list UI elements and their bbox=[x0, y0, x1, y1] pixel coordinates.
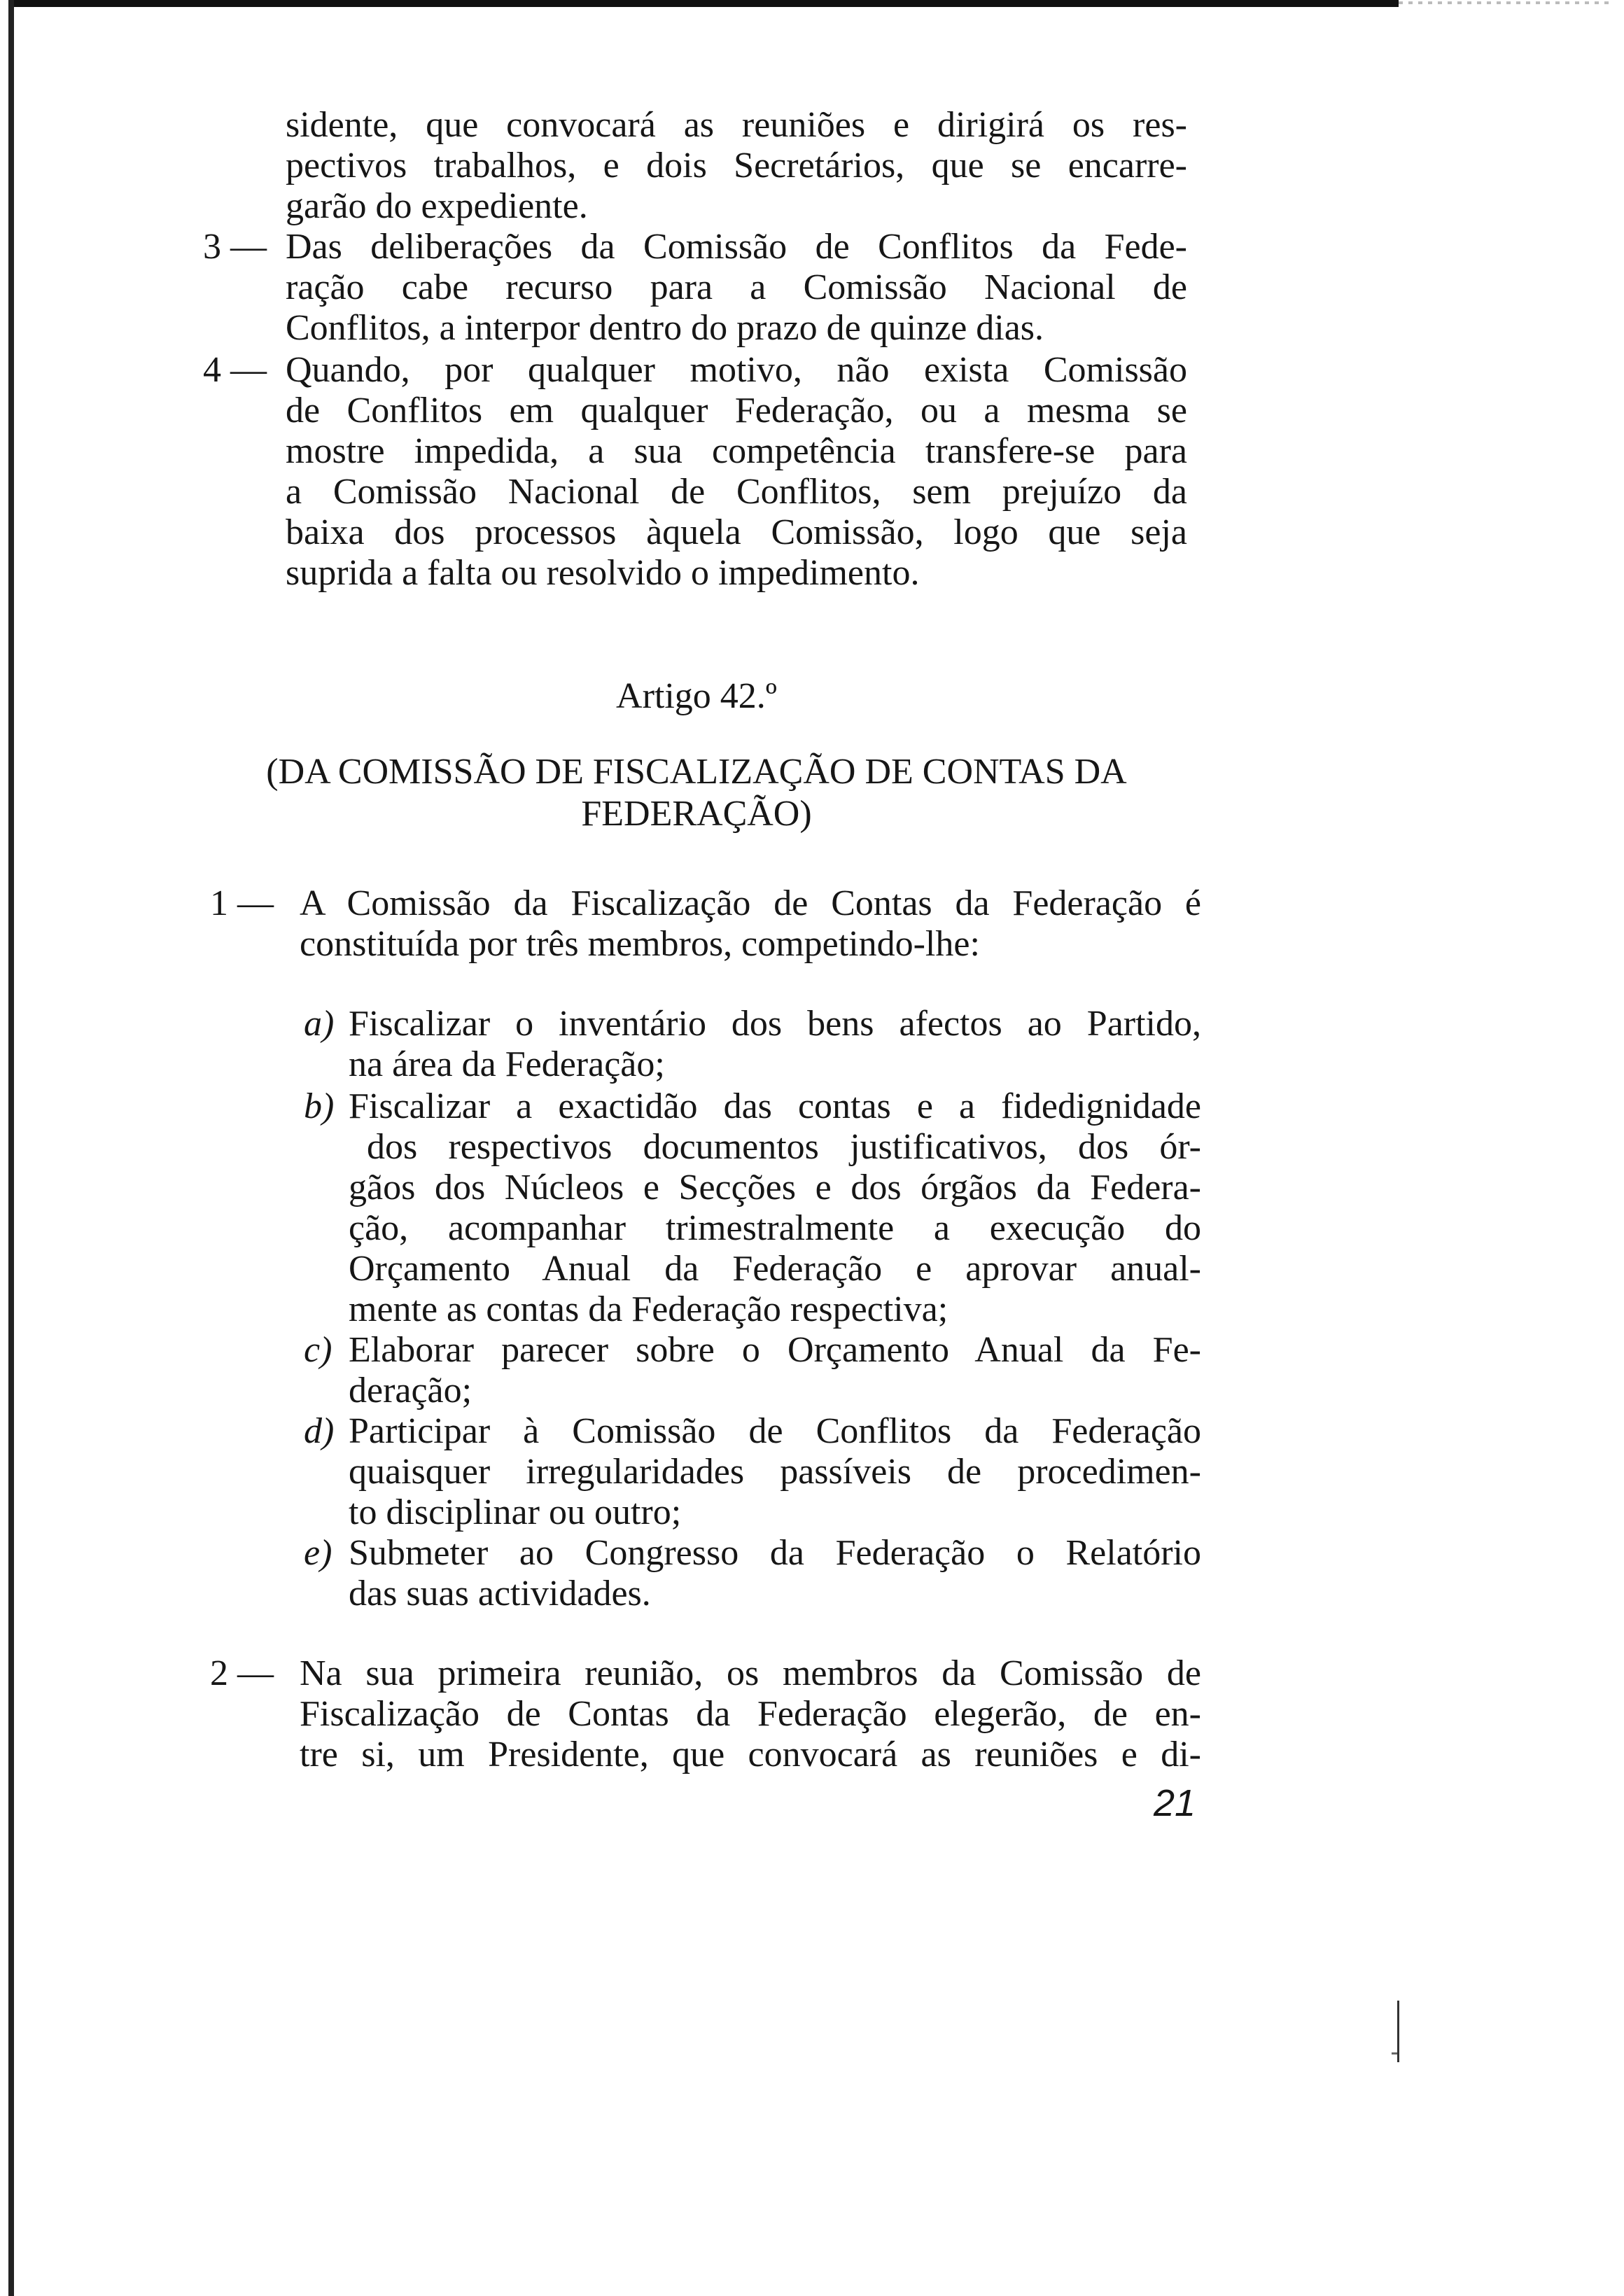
subitem-b-paragraph bbox=[349, 1086, 1201, 1330]
subitem-c-paragraph bbox=[349, 1330, 1201, 1411]
item-number: 3 — bbox=[203, 227, 267, 267]
article-heading-line-2: FEDERAÇÃO) bbox=[581, 794, 812, 834]
text-line: de Conflitos em qualquer Federação, ou a mesma se bbox=[286, 391, 1187, 430]
text-line: Conflitos, a interpor dentro do prazo de quinze dias. bbox=[286, 308, 1044, 348]
scan-edge-top bbox=[13, 0, 1399, 7]
text-line: deração; bbox=[349, 1371, 472, 1410]
text-line: na área da Federação; bbox=[349, 1044, 665, 1084]
text-line: suprida a falta ou resolvido o impedimento. bbox=[286, 553, 920, 593]
item-3-paragraph bbox=[286, 227, 1187, 349]
text-line: A Comissão da Fiscalização de Contas da Federação é bbox=[300, 883, 1201, 923]
item-number: 4 — bbox=[203, 350, 267, 390]
article-title: Artigo 42.º bbox=[616, 676, 777, 716]
text-line: mostre impedida, a sua competência transfere-se para bbox=[286, 431, 1187, 471]
text-line: Fiscalização de Contas da Federação elegerão, de en- bbox=[300, 1694, 1201, 1734]
text-line: Orçamento Anual da Federação e aprovar anual- bbox=[349, 1249, 1201, 1289]
scan-edge-left bbox=[8, 0, 14, 2296]
text-line: sidente, que convocará as reuniões e dirigirá os res- bbox=[286, 105, 1187, 145]
text-line: Submeter ao Congresso da Federação o Relatório bbox=[349, 1533, 1201, 1573]
text-line: quaisquer irregularidades passíveis de procedimen- bbox=[349, 1452, 1201, 1492]
intro-paragraph bbox=[286, 105, 1187, 227]
text-line: baixa dos processos àquela Comissão, logo que seja bbox=[286, 512, 1187, 552]
item-4-paragraph bbox=[286, 350, 1187, 594]
scan-edge-top-faint bbox=[1399, 1, 1609, 4]
subitem-letter: e) bbox=[304, 1533, 332, 1573]
item-2-paragraph bbox=[300, 1653, 1201, 1775]
subitem-a-paragraph bbox=[349, 1004, 1201, 1085]
text-line: Fiscalizar o inventário dos bens afectos ao Partido, bbox=[349, 1004, 1201, 1044]
text-line: dos respectivos documentos justificativos, dos ór- bbox=[367, 1127, 1201, 1167]
text-line: Participar à Comissão de Conflitos da Federação bbox=[349, 1411, 1201, 1451]
text-line: a Comissão Nacional de Conflitos, sem prejuízo da bbox=[286, 472, 1187, 512]
text-line: mente as contas da Federação respectiva; bbox=[349, 1289, 948, 1329]
text-line: Quando, por qualquer motivo, não exista Comissão bbox=[286, 350, 1187, 390]
subitem-letter: c) bbox=[304, 1330, 332, 1370]
text-line: pectivos trabalhos, e dois Secretários, que se encarre- bbox=[286, 146, 1187, 186]
text-line: Na sua primeira reunião, os membros da Comissão de bbox=[300, 1653, 1201, 1693]
item-1-paragraph bbox=[300, 883, 1201, 965]
text-line: constituída por três membros, competindo-lhe: bbox=[300, 924, 980, 964]
text-line: Das deliberações da Comissão de Conflitos da Fede- bbox=[286, 227, 1187, 267]
text-line: das suas actividades. bbox=[349, 1574, 651, 1614]
article-heading-line-1: (DA COMISSÃO DE FISCALIZAÇÃO DE CONTAS DA bbox=[266, 752, 1127, 792]
text-line: gãos dos Núcleos e Secções e dos órgãos da Federa- bbox=[349, 1168, 1201, 1208]
item-number: 1 — bbox=[210, 883, 274, 923]
text-line: garão do expediente. bbox=[286, 186, 588, 226]
subitem-d-paragraph bbox=[349, 1411, 1201, 1533]
subitem-letter: d) bbox=[304, 1411, 335, 1451]
subitem-e-paragraph bbox=[349, 1533, 1201, 1614]
text-line: ção, acompanhar trimestralmente a execução do bbox=[349, 1208, 1201, 1248]
text-line: Elaborar parecer sobre o Orçamento Anual da Fe- bbox=[349, 1330, 1201, 1370]
text-line: to disciplinar ou outro; bbox=[349, 1492, 682, 1532]
scan-mark-right bbox=[1397, 2001, 1399, 2062]
item-number: 2 — bbox=[210, 1653, 274, 1693]
text-line: ração cabe recurso para a Comissão Nacional de bbox=[286, 267, 1187, 307]
text-line: tre si, um Presidente, que convocará as reuniões e di- bbox=[300, 1735, 1201, 1774]
subitem-letter: a) bbox=[304, 1004, 335, 1044]
page-number: 21 bbox=[1154, 1782, 1196, 1824]
text-line: Fiscalizar a exactidão das contas e a fidedignidade bbox=[349, 1086, 1201, 1126]
scan-mark-right-dot bbox=[1392, 2052, 1397, 2054]
subitem-letter: b) bbox=[304, 1086, 335, 1126]
